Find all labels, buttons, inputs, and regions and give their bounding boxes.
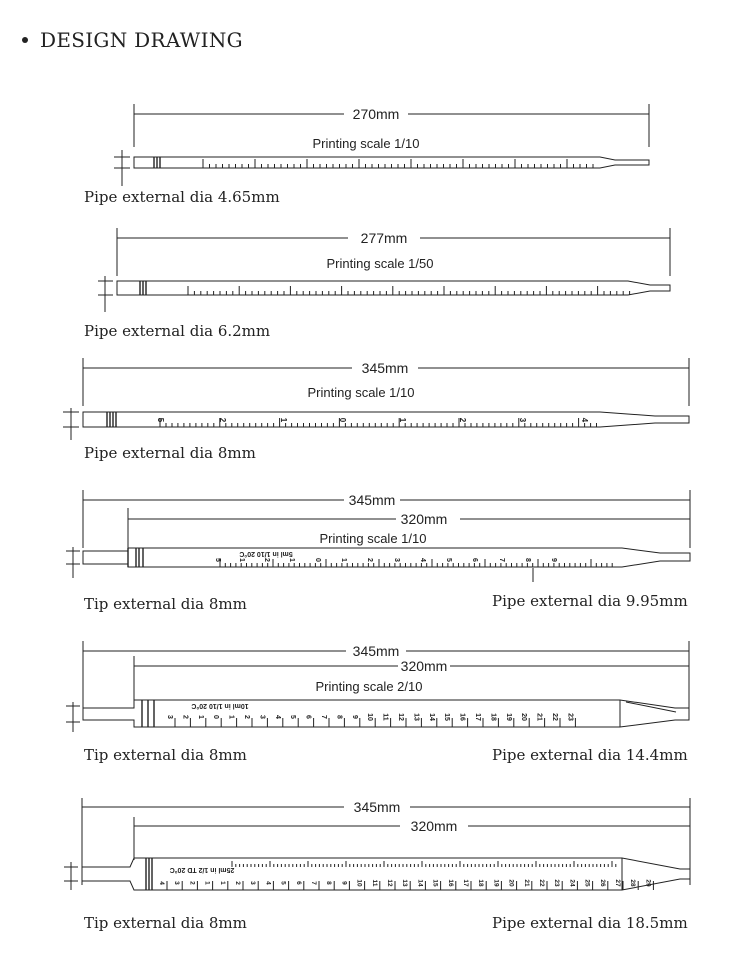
graduation-number: 0 [314,558,321,562]
pipette-4-scale: Printing scale 1/10 [319,531,427,546]
graduation-number: 0 [212,715,220,719]
graduation-number: 5 [289,715,297,719]
graduation-number: 20 [507,879,515,887]
graduation-number: 28 [629,879,637,887]
graduation-number: 15 [443,713,451,721]
graduation-number: 13 [401,879,409,887]
pipette-2-length: 277mm [360,230,408,246]
graduation-number: 1 [227,715,235,719]
pipette-5-scale: Printing scale 2/10 [315,679,423,694]
graduation-number: 1 [279,417,288,423]
graduation-number: 2 [181,715,189,719]
pipette-3-scale: Printing scale 1/10 [307,385,415,400]
graduation-number: 29 [644,879,652,887]
graduation-number: 6 [471,558,478,562]
graduation-number: 8 [524,558,531,562]
graduation-number: 4 [158,881,165,885]
pipette-6 [64,798,690,890]
graduation-number: 25 [583,879,591,887]
graduation-number: 16 [446,879,454,887]
graduation-number: 14 [427,713,435,721]
graduation-number: 16 [458,713,466,721]
graduation-number: 1 [340,558,347,562]
graduation-number: 1 [196,715,204,719]
graduation-number: 5 [156,417,165,423]
graduation-number: 4 [264,881,272,885]
pipette-1-length: 270mm [352,106,400,122]
pipette-2-tube [117,281,670,295]
pipette-6-tip-caption: Tip external dia 8mm [84,914,247,932]
graduation-number: 3 [166,715,173,719]
pipette-3-graduations [107,412,597,427]
graduation-number: 9 [550,558,557,562]
pipette-3-length: 345mm [361,360,409,376]
graduation-number: 20 [520,713,528,721]
graduation-number: 9 [340,881,348,885]
graduation-number: 0 [338,417,347,423]
graduation-number: 17 [474,713,481,721]
pipette-5-tip-caption: Tip external dia 8mm [84,746,247,764]
graduation-number: 3 [173,881,181,885]
pipette-2-scale: Printing scale 1/50 [326,256,434,271]
graduation-number: 17 [462,879,469,887]
graduation-number: 1 [203,881,211,885]
pipette-3 [63,358,689,440]
pipette-4-graduations [128,548,612,567]
graduation-number: 7 [320,715,327,719]
graduation-number: 10 [355,879,363,887]
section-title: DESIGN DRAWING [40,28,243,52]
pipette-4-tube [83,548,690,567]
pipette-6-tube [82,858,690,890]
pipette-2-graduations [140,281,630,295]
pipette-5-graduations [142,700,575,727]
pipette-4 [66,490,690,582]
graduation-number: 2 [188,881,196,885]
graduation-number: 19 [492,879,500,887]
graduation-number: 3 [393,558,400,562]
graduation-number: 2 [243,715,250,719]
graduation-number: 1 [238,558,245,562]
pipette-6-inner-length: 320mm [410,818,458,834]
pipette-5-pipe-caption: Pipe external dia 14.4mm [492,746,688,764]
graduation-number: 12 [397,713,404,721]
graduation-number: 12 [386,879,393,887]
pipette-2 [98,228,670,312]
graduation-number: 6 [294,881,302,885]
graduation-number: 1 [218,881,226,885]
pipette-4-tip-caption: Tip external dia 8mm [84,595,247,613]
graduation-number: 26 [598,879,606,887]
graduation-number: 21 [522,879,530,887]
tube-label: 5ml in 1/10 20°C [239,550,293,557]
pipette-6-graduations [146,858,653,890]
graduation-number: 23 [566,713,574,721]
graduation-number: 2 [458,417,467,423]
graduation-number: 18 [489,713,497,721]
graduation-number: 5 [279,881,287,885]
graduation-number: 13 [412,713,420,721]
graduation-number: 6 [304,715,312,719]
graduation-number: 3 [518,417,527,423]
graduation-number: 8 [335,715,343,719]
graduation-number: 8 [325,881,333,885]
graduation-number: 10 [366,713,374,721]
graduation-number: 4 [580,417,589,423]
graduation-number: 22 [538,879,545,887]
graduation-number: 19 [504,713,512,721]
pipette-1 [114,104,649,186]
graduation-number: 2 [366,558,373,562]
graduation-number: 3 [258,715,266,719]
pipette-6-pipe-caption: Pipe external dia 18.5mm [492,914,688,932]
graduation-number: 4 [273,715,281,719]
graduation-number: 21 [535,713,543,721]
pipette-5-length: 345mm [352,643,400,659]
pipette-5-inner-length: 320mm [400,658,448,674]
graduation-number: 2 [234,881,241,885]
graduation-number: 18 [477,879,485,887]
graduation-number: 2 [263,558,270,562]
pipette-6-length: 345mm [353,799,401,815]
graduation-number: 1 [288,558,295,562]
graduation-number: 15 [431,879,439,887]
graduation-number: 5 [214,558,221,562]
graduation-number: 7 [310,881,317,885]
graduation-number: 5 [445,558,452,562]
tube-label: 25ml in 1/2 TD 20°C [169,866,235,873]
pipette-1-scale: Printing scale 1/10 [312,136,420,151]
graduation-number: 3 [249,881,257,885]
graduation-number: 1 [398,417,407,423]
graduation-number: 11 [370,879,378,887]
graduation-number: 7 [498,558,505,562]
graduation-number: 14 [416,879,424,887]
pipette-3-caption: Pipe external dia 8mm [84,444,256,462]
pipette-4-pipe-caption: Pipe external dia 9.95mm [492,592,688,610]
pipette-1-caption: Pipe external dia 4.65mm [84,188,280,206]
pipette-1-graduations [154,157,593,168]
pipette-4-length: 345mm [348,492,396,508]
graduation-number: 9 [350,715,358,719]
graduation-number: 22 [551,713,558,721]
graduation-number: 2 [218,417,227,423]
pipette-2-caption: Pipe external dia 6.2mm [84,322,271,340]
pipette-3-tube [83,412,689,427]
graduation-number: 27 [614,879,621,887]
pipette-5 [66,641,689,732]
graduation-number: 24 [568,879,576,887]
graduation-number: 11 [381,713,389,721]
graduation-number: 4 [419,558,426,562]
tube-label: 10ml in 1/10 20°C [191,702,249,709]
pipette-4-inner-length: 320mm [400,511,448,527]
graduation-number: 23 [553,879,561,887]
